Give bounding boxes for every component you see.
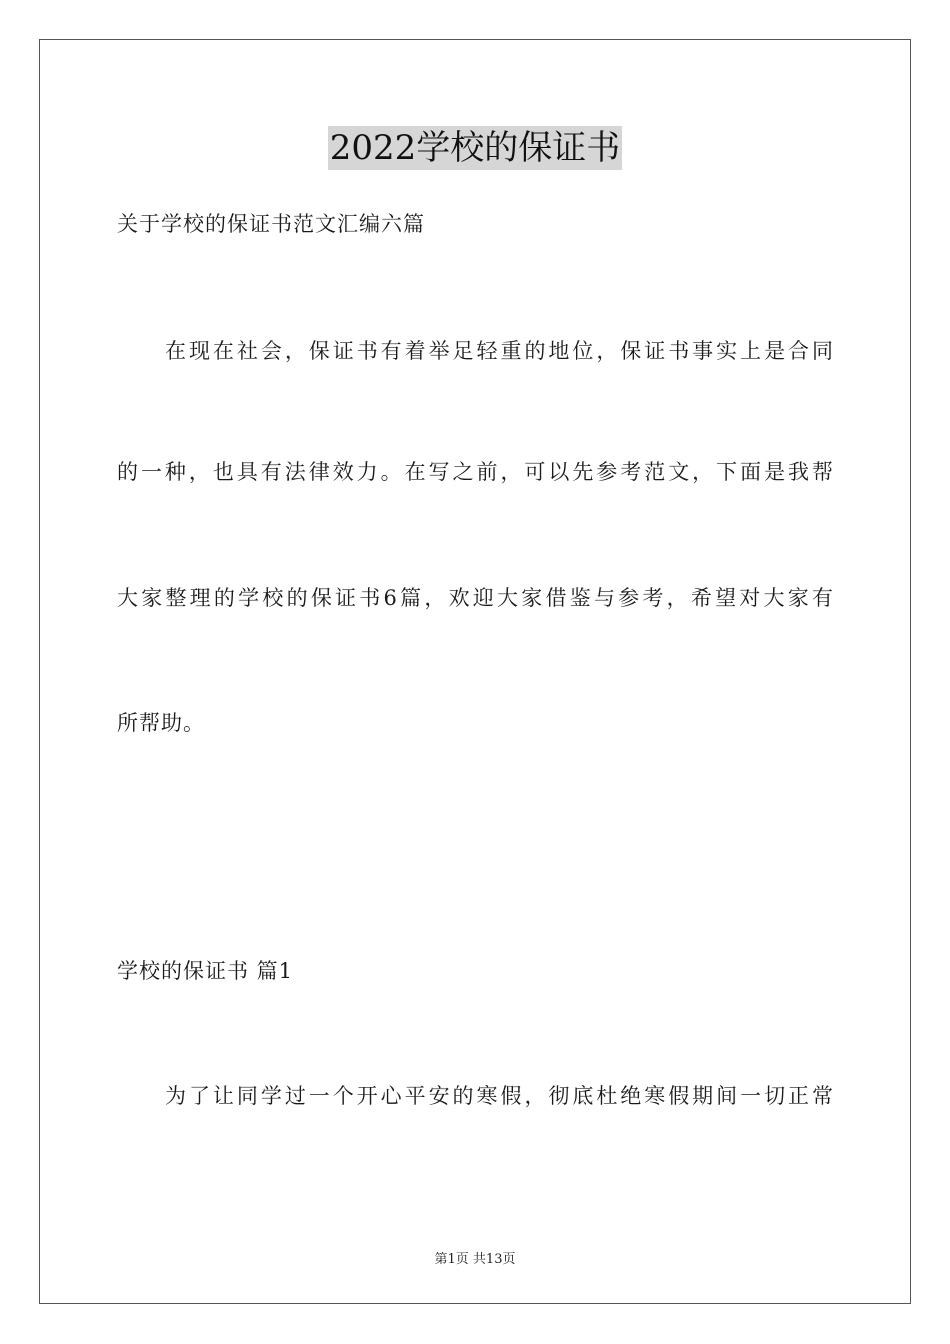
intro-line-2: 的一种，也具有法律效力。在写之前，可以先参考范文，下面是我帮: [117, 460, 833, 484]
section-paragraph-line-1: 为了让同学过一个开心平安的寒假，彻底杜绝寒假期间一切正常: [165, 1084, 833, 1108]
intro-line-4: 所帮助。: [117, 711, 205, 735]
document-title-wrap: [0, 126, 950, 170]
intro-line-1: 在现在社会，保证书有着举足轻重的地位，保证书事实上是合同: [165, 339, 833, 363]
intro-line-3: 大家整理的学校的保证书6篇，欢迎大家借鉴与参考，希望对大家有: [117, 586, 833, 610]
section-heading: 学校的保证书 篇1: [117, 959, 294, 983]
document-subtitle: 关于学校的保证书范文汇编六篇: [117, 212, 425, 236]
page-footer: 第1页 共13页: [434, 1252, 516, 1267]
document-title: 2022学校的保证书: [329, 128, 621, 168]
